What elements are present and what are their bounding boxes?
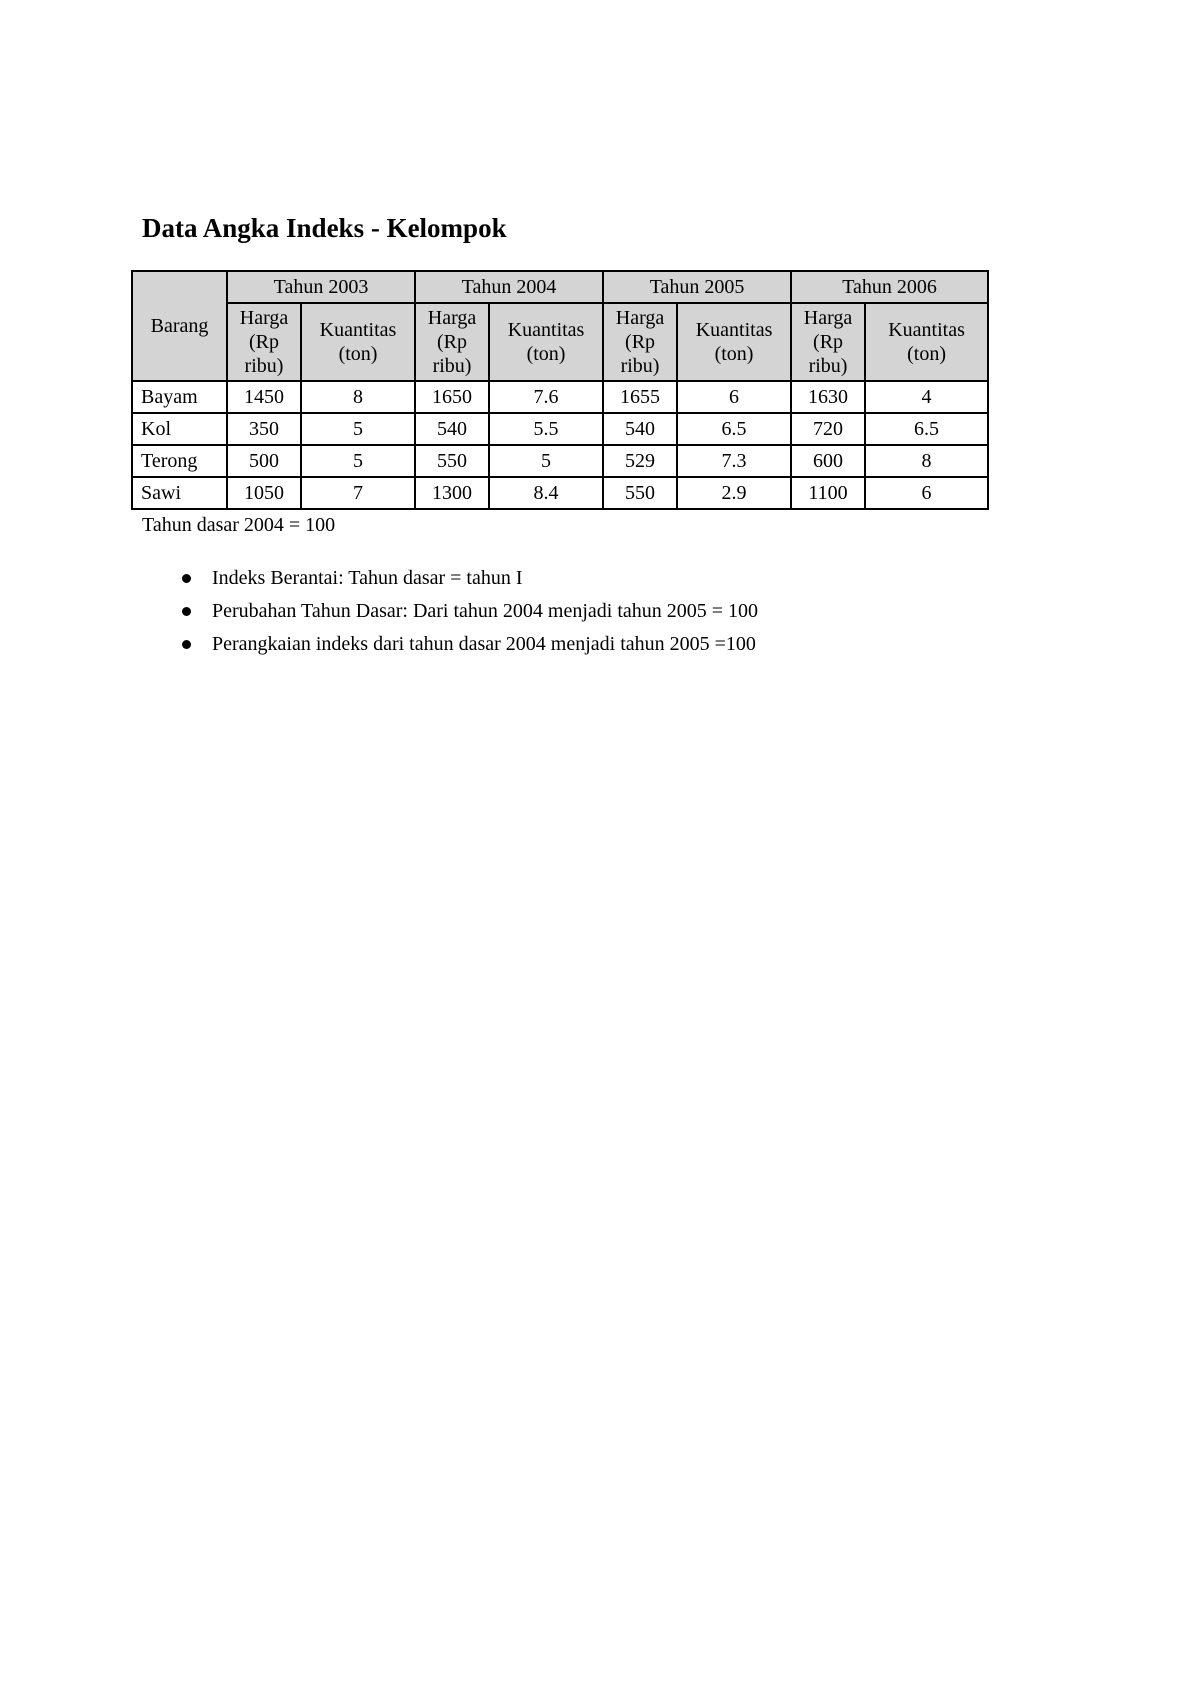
item-cell: Terong bbox=[132, 445, 227, 477]
table-cell: 1300 bbox=[415, 477, 489, 509]
table-cell: 600 bbox=[791, 445, 865, 477]
table-cell: 500 bbox=[227, 445, 301, 477]
year-header: Tahun 2005 bbox=[603, 271, 791, 303]
price-quantity-table bbox=[131, 270, 989, 510]
table-cell: 1450 bbox=[227, 381, 301, 413]
year-header: Tahun 2006 bbox=[791, 271, 988, 303]
table-cell: 720 bbox=[791, 413, 865, 445]
price-header-label: Harga (Rp ribu) bbox=[803, 307, 853, 377]
table-cell: 1050 bbox=[227, 477, 301, 509]
list-item bbox=[142, 562, 758, 595]
table-cell: 1655 bbox=[603, 381, 677, 413]
table-cell: 2.9 bbox=[677, 477, 791, 509]
price-column-header bbox=[603, 303, 677, 381]
year-header: Tahun 2004 bbox=[415, 271, 603, 303]
list-item-text: Perubahan Tahun Dasar: Dari tahun 2004 menjadi tahun 2005 = 100 bbox=[212, 600, 759, 622]
table-cell: 1100 bbox=[791, 477, 865, 509]
list-item bbox=[142, 628, 758, 661]
table-cell: 7.6 bbox=[489, 381, 603, 413]
table-cell: 550 bbox=[415, 445, 489, 477]
table-cell: 5 bbox=[301, 413, 415, 445]
table-cell: 8.4 bbox=[489, 477, 603, 509]
table-cell: 7 bbox=[301, 477, 415, 509]
item-column-header: Barang bbox=[132, 271, 227, 381]
table-cell: 6 bbox=[677, 381, 791, 413]
quantity-column-header: Kuantitas (ton) bbox=[301, 303, 415, 381]
table-cell: 5.5 bbox=[489, 413, 603, 445]
bullet-icon bbox=[182, 574, 191, 583]
table-cell: 540 bbox=[603, 413, 677, 445]
bullet-icon bbox=[182, 640, 191, 649]
table-cell: 8 bbox=[865, 445, 988, 477]
table-cell: 6.5 bbox=[865, 413, 988, 445]
table-cell: 6.5 bbox=[677, 413, 791, 445]
table-cell: 540 bbox=[415, 413, 489, 445]
list-item-text: Indeks Berantai: Tahun dasar = tahun I bbox=[212, 567, 523, 589]
quantity-column-header: Kuantitas (ton) bbox=[865, 303, 988, 381]
table-row bbox=[132, 381, 988, 413]
quantity-column-header: Kuantitas (ton) bbox=[677, 303, 791, 381]
table-cell: 350 bbox=[227, 413, 301, 445]
price-column-header bbox=[791, 303, 865, 381]
sub-header-row bbox=[132, 303, 988, 381]
table-cell: 4 bbox=[865, 381, 988, 413]
price-header-label: Harga (Rp ribu) bbox=[239, 307, 289, 377]
price-column-header bbox=[415, 303, 489, 381]
table-cell: 6 bbox=[865, 477, 988, 509]
bullet-icon bbox=[182, 607, 191, 616]
quantity-column-header: Kuantitas (ton) bbox=[489, 303, 603, 381]
table-cell: 529 bbox=[603, 445, 677, 477]
price-header-label: Harga (Rp ribu) bbox=[615, 307, 665, 377]
list-item-text: Perangkaian indeks dari tahun dasar 2004 menjadi tahun 2005 =100 bbox=[212, 633, 756, 655]
table-row bbox=[132, 413, 988, 445]
year-header: Tahun 2003 bbox=[227, 271, 415, 303]
list-item bbox=[142, 595, 758, 628]
table-cell: 550 bbox=[603, 477, 677, 509]
table-row bbox=[132, 445, 988, 477]
table-cell: 1630 bbox=[791, 381, 865, 413]
table-cell: 7.3 bbox=[677, 445, 791, 477]
price-header-label: Harga (Rp ribu) bbox=[427, 307, 477, 377]
item-cell: Sawi bbox=[132, 477, 227, 509]
item-cell: Kol bbox=[132, 413, 227, 445]
document-title: Data Angka Indeks - Kelompok bbox=[142, 213, 507, 243]
table-cell: 5 bbox=[489, 445, 603, 477]
bullet-list bbox=[142, 562, 758, 661]
base-year-note: Tahun dasar 2004 = 100 bbox=[142, 514, 336, 536]
table-cell: 5 bbox=[301, 445, 415, 477]
item-cell: Bayam bbox=[132, 381, 227, 413]
table-cell: 8 bbox=[301, 381, 415, 413]
year-header-row bbox=[132, 271, 988, 303]
price-column-header bbox=[227, 303, 301, 381]
table-row bbox=[132, 477, 988, 509]
table-cell: 1650 bbox=[415, 381, 489, 413]
